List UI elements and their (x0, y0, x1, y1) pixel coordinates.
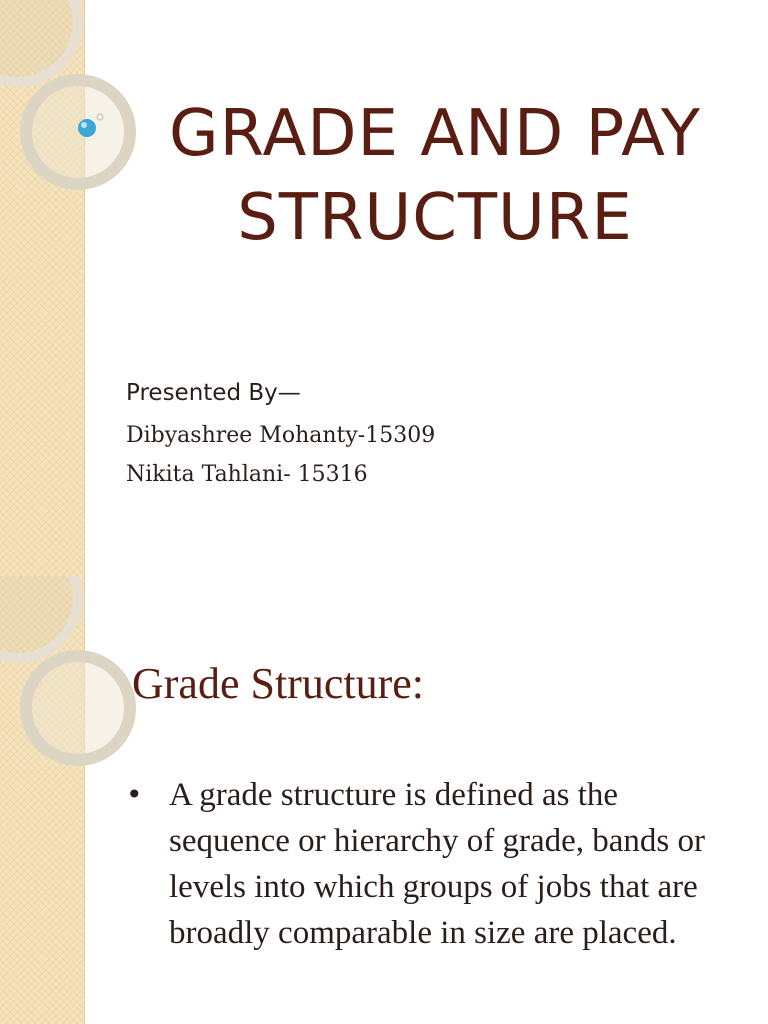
presenter-name: Dibyashree Mohanty-15309 (126, 423, 436, 448)
title-line-1: GRADE AND PAY (169, 97, 701, 171)
presented-by-label: Presented By— (126, 380, 301, 406)
accent-sphere-icon (78, 119, 96, 137)
accent-sphere-highlight-icon (81, 122, 87, 128)
decorative-ring-upper (0, 0, 78, 82)
decorative-ring-lower (26, 656, 130, 760)
bullet-text: A grade structure is defined as the sequence or hierarchy of grade, bands or levels into which groups of jobs that are broadly comparable in size are placed. (169, 777, 706, 951)
decorative-ring-lower (26, 80, 130, 184)
title-line-2: STRUCTURE (237, 181, 633, 255)
bullet-icon: • (126, 778, 143, 811)
presenter-name: Nikita Tahlani- 15316 (126, 462, 368, 487)
decorative-ring-upper (0, 576, 78, 658)
bullet-item (126, 772, 746, 956)
slide-title (120, 92, 750, 260)
content-slide (0, 576, 768, 1024)
section-heading: Grade Structure: (132, 659, 424, 708)
